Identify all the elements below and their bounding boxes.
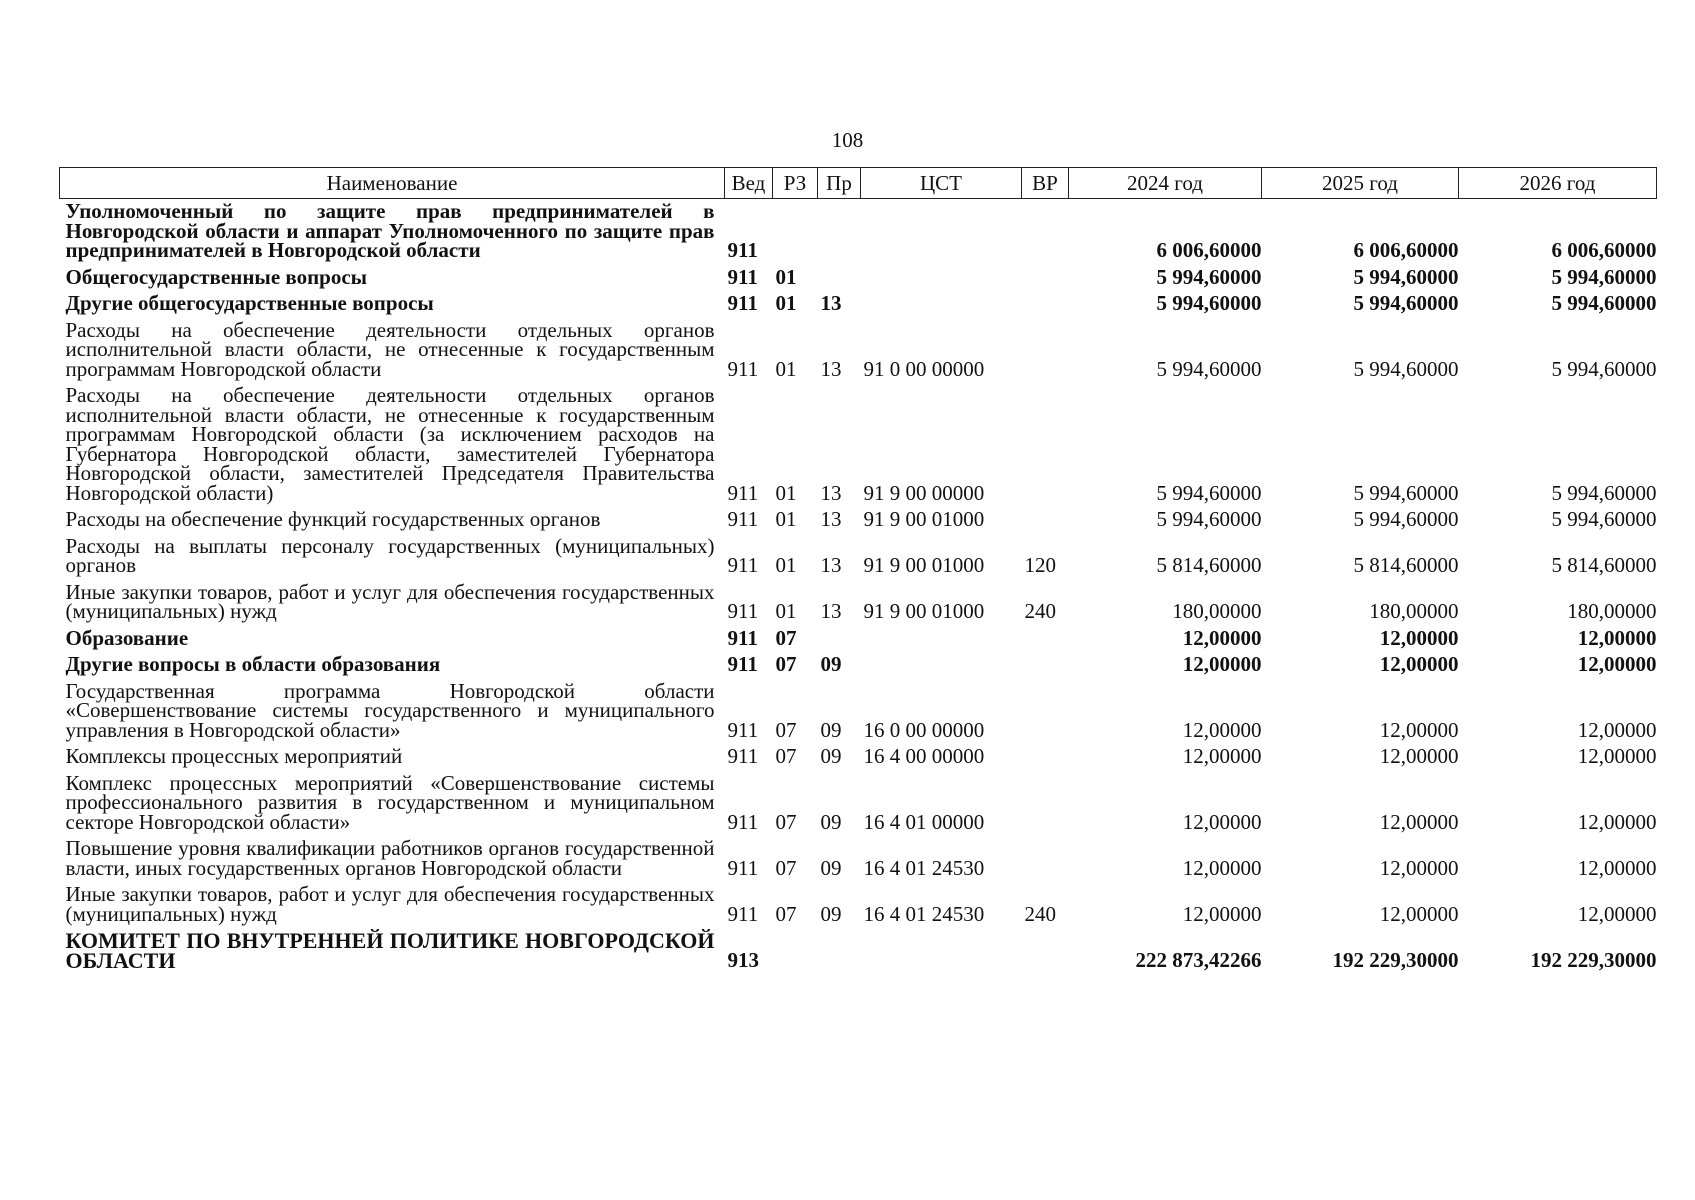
- row-cst: [861, 626, 1022, 653]
- row-2024: 12,00000: [1182, 652, 1262, 676]
- row-cst: 91 9 00 00000: [863, 480, 985, 505]
- row-2025: 5 994,60000: [1353, 356, 1459, 381]
- row-ved: 911: [727, 652, 758, 676]
- row-vr: [1022, 507, 1069, 534]
- header-rz: РЗ: [773, 168, 818, 199]
- row-2026: 5 994,60000: [1551, 291, 1657, 315]
- row-ved: 911: [727, 625, 758, 650]
- row-rz: 01: [775, 291, 797, 315]
- row-ved: 911: [727, 855, 759, 880]
- row-rz: 01: [775, 553, 797, 577]
- row-2026: 180,00000: [1567, 599, 1657, 623]
- row-rz: 01: [775, 507, 797, 531]
- row-2025: 12,00000: [1379, 717, 1459, 742]
- header-cst: ЦСТ: [861, 168, 1022, 199]
- header-ved: Вед: [725, 168, 773, 199]
- row-ved: 911: [727, 809, 759, 834]
- row-pr: 09: [820, 744, 842, 768]
- row-vr: [1022, 744, 1069, 771]
- table-row: [60, 199, 1657, 265]
- row-name: Расходы на обеспечение деятельности отдельных органов исполнительной власти области, не отнесенные к государственным программам Новгородской области: [65, 317, 715, 381]
- row-2024: 12,00000: [1182, 625, 1262, 650]
- row-vr: [1022, 318, 1069, 384]
- row-vr: [1022, 836, 1069, 882]
- row-2024: 5 814,60000: [1156, 553, 1262, 577]
- row-2025: 180,00000: [1369, 599, 1459, 623]
- header-2024: 2024 год: [1069, 168, 1262, 199]
- row-rz: [773, 928, 818, 974]
- row-cst: [861, 652, 1022, 679]
- row-ved: 911: [727, 599, 759, 623]
- row-2024: 5 994,60000: [1156, 507, 1262, 531]
- row-name: Другие общегосударственные вопросы: [65, 291, 434, 315]
- row-name: Уполномоченный по защите прав предпринимателей в Новгородской области и аппарат Уполномоченного по защите прав предпринимателей в Новгородской области: [65, 199, 715, 262]
- row-vr: [1022, 383, 1069, 507]
- row-cst: 16 4 01 24530: [863, 855, 985, 880]
- row-vr: 240: [1024, 901, 1056, 926]
- row-cst: 91 9 00 01000: [863, 599, 985, 623]
- row-name: Образование: [65, 625, 189, 650]
- row-rz: 01: [775, 599, 797, 623]
- row-2025: 5 994,60000: [1353, 264, 1459, 289]
- row-name: Общегосударственные вопросы: [65, 264, 368, 289]
- row-2026: 12,00000: [1577, 809, 1657, 834]
- row-pr: 09: [820, 652, 842, 676]
- row-pr: 13: [820, 507, 842, 531]
- row-2026: 12,00000: [1577, 652, 1657, 676]
- row-rz: 07: [775, 625, 797, 650]
- row-ved: 911: [727, 901, 759, 926]
- table-row: [60, 507, 1657, 534]
- row-ved: 911: [727, 744, 759, 768]
- row-pr: 13: [820, 599, 842, 623]
- row-2026: 12,00000: [1577, 901, 1657, 926]
- row-vr: [1022, 771, 1069, 837]
- row-rz: 01: [775, 264, 797, 289]
- row-pr: [818, 199, 861, 265]
- row-2024: 5 994,60000: [1156, 264, 1262, 289]
- row-rz: 07: [775, 855, 797, 880]
- row-vr: 120: [1024, 553, 1056, 577]
- row-pr: 13: [820, 553, 842, 577]
- row-pr: 09: [820, 809, 842, 834]
- row-rz: 07: [775, 652, 797, 676]
- row-pr: 09: [820, 855, 842, 880]
- row-2024: 222 873,42266: [1135, 947, 1262, 972]
- row-vr: [1022, 199, 1069, 265]
- row-2025: 12,00000: [1379, 809, 1459, 834]
- row-vr: [1022, 928, 1069, 974]
- row-2025: 12,00000: [1379, 901, 1459, 926]
- table-row: [60, 580, 1657, 626]
- row-2024: 5 994,60000: [1156, 356, 1262, 381]
- row-ved: 911: [727, 507, 759, 531]
- row-2025: 12,00000: [1379, 855, 1459, 880]
- row-pr: 13: [820, 356, 842, 381]
- row-vr: [1022, 679, 1069, 745]
- row-2026: 5 994,60000: [1551, 507, 1657, 531]
- table-row: [60, 534, 1657, 580]
- row-2024: 5 994,60000: [1156, 291, 1262, 315]
- row-ved: 913: [727, 947, 759, 972]
- table-row: [60, 836, 1657, 882]
- row-2026: 12,00000: [1577, 855, 1657, 880]
- row-cst: 91 9 00 01000: [863, 553, 985, 577]
- row-name: Иные закупки товаров, работ и услуг для обеспечения государственных (муниципальных) нужд: [65, 882, 715, 926]
- row-name: КОМИТЕТ ПО ВНУТРЕННЕЙ ПОЛИТИКЕ НОВГОРОДСКОЙ ОБЛАСТИ: [65, 928, 715, 973]
- row-2024: 12,00000: [1182, 901, 1262, 926]
- header-vr: ВР: [1022, 168, 1069, 199]
- row-name: Иные закупки товаров, работ и услуг для обеспечения государственных (муниципальных) нужд: [65, 579, 715, 623]
- row-2026: 5 994,60000: [1551, 480, 1657, 505]
- row-2025: 12,00000: [1379, 625, 1459, 650]
- table-row: [60, 928, 1657, 974]
- row-ved: 911: [727, 717, 759, 742]
- row-2025: 5 994,60000: [1353, 507, 1459, 531]
- row-2024: 12,00000: [1182, 717, 1262, 742]
- row-pr: 13: [820, 480, 842, 505]
- row-name: Другие вопросы в области образования: [65, 652, 441, 676]
- table-row: [60, 318, 1657, 384]
- row-pr: [818, 928, 861, 974]
- row-cst: [861, 928, 1022, 974]
- row-cst: 16 0 00 00000: [863, 717, 985, 742]
- row-2026: 192 229,30000: [1530, 947, 1657, 972]
- row-2024: 12,00000: [1182, 744, 1262, 768]
- row-ved: 911: [727, 356, 759, 381]
- row-pr: 09: [820, 717, 842, 742]
- row-pr: [818, 265, 861, 292]
- header-name: Наименование: [60, 168, 725, 199]
- row-name: Комплексы процессных мероприятий: [65, 744, 403, 768]
- row-2026: 5 814,60000: [1551, 553, 1657, 577]
- row-2024: 6 006,60000: [1156, 238, 1262, 262]
- row-name: Комплекс процессных мероприятий «Совершенствование системы профессионального развития в государственном и муниципальном секторе Новгородской области»: [65, 770, 715, 834]
- table-row: [60, 882, 1657, 928]
- row-2026: 5 994,60000: [1551, 356, 1657, 381]
- row-2026: 12,00000: [1577, 717, 1657, 742]
- page-number: 108: [831, 128, 864, 152]
- table-row: [60, 265, 1657, 292]
- row-2026: 5 994,60000: [1551, 264, 1657, 289]
- row-2025: 5 994,60000: [1353, 291, 1459, 315]
- table-row: [60, 744, 1657, 771]
- row-2025: 192 229,30000: [1332, 947, 1459, 972]
- row-name: Расходы на обеспечение деятельности отдельных органов исполнительной власти области, не отнесенные к государственным программам Новгородской области (за исключением расходов на Губернатора Новгородской области, заместителей Губернатора Новгородской области, заместителей Председателя Правительства Новгородской области): [65, 383, 715, 505]
- row-cst: 16 4 01 00000: [863, 809, 985, 834]
- row-name: Повышение уровня квалификации работников органов государственной власти, иных государственных органов Новгородской области: [65, 836, 715, 880]
- row-cst: 16 4 00 00000: [863, 744, 985, 768]
- header-2025: 2025 год: [1262, 168, 1459, 199]
- header-2026: 2026 год: [1459, 168, 1657, 199]
- row-2025: 6 006,60000: [1353, 238, 1459, 262]
- row-2026: 6 006,60000: [1551, 238, 1657, 262]
- row-name: Расходы на обеспечение функций государственных органов: [65, 507, 601, 531]
- row-2025: 5 814,60000: [1353, 553, 1459, 577]
- row-cst: 91 0 00 00000: [863, 356, 985, 381]
- row-pr: [818, 626, 861, 653]
- row-rz: 07: [775, 901, 797, 926]
- row-2024: 180,00000: [1172, 599, 1262, 623]
- row-rz: 01: [775, 480, 797, 505]
- row-2026: 12,00000: [1577, 625, 1657, 650]
- header-pr: Пр: [818, 168, 861, 199]
- row-cst: [861, 199, 1022, 265]
- table-row: [60, 291, 1657, 318]
- table-row: [60, 383, 1657, 507]
- row-name: Государственная программа Новгородской области «Совершенствование системы государственного и муниципального управления в Новгородской области»: [65, 678, 715, 742]
- row-rz: [773, 199, 818, 265]
- row-rz: 01: [775, 356, 797, 381]
- table-row: [60, 626, 1657, 653]
- table-row: [60, 679, 1657, 745]
- row-2024: 12,00000: [1182, 855, 1262, 880]
- row-2024: 5 994,60000: [1156, 480, 1262, 505]
- row-cst: [861, 291, 1022, 318]
- row-rz: 07: [775, 744, 797, 768]
- row-vr: [1022, 652, 1069, 679]
- row-vr: [1022, 291, 1069, 318]
- row-2025: 12,00000: [1379, 744, 1459, 768]
- table-row: [60, 652, 1657, 679]
- row-vr: [1022, 626, 1069, 653]
- row-2025: 12,00000: [1379, 652, 1459, 676]
- row-ved: 911: [727, 480, 759, 505]
- budget-table: [59, 167, 1657, 974]
- row-cst: [861, 265, 1022, 292]
- table-row: [60, 771, 1657, 837]
- row-pr: 09: [820, 901, 842, 926]
- table-header-row: [60, 168, 1657, 199]
- row-ved: 911: [727, 553, 759, 577]
- row-name: Расходы на выплаты персоналу государственных (муниципальных) органов: [65, 533, 715, 577]
- row-vr: 240: [1024, 599, 1056, 623]
- row-ved: 911: [727, 238, 758, 262]
- row-pr: 13: [820, 291, 842, 315]
- row-2026: 12,00000: [1577, 744, 1657, 768]
- row-cst: 91 9 00 01000: [863, 507, 985, 531]
- row-cst: 16 4 01 24530: [863, 901, 985, 926]
- row-rz: 07: [775, 717, 797, 742]
- row-2025: 5 994,60000: [1353, 480, 1459, 505]
- row-ved: 911: [727, 264, 758, 289]
- row-vr: [1022, 265, 1069, 292]
- row-2024: 12,00000: [1182, 809, 1262, 834]
- row-rz: 07: [775, 809, 797, 834]
- row-ved: 911: [727, 291, 758, 315]
